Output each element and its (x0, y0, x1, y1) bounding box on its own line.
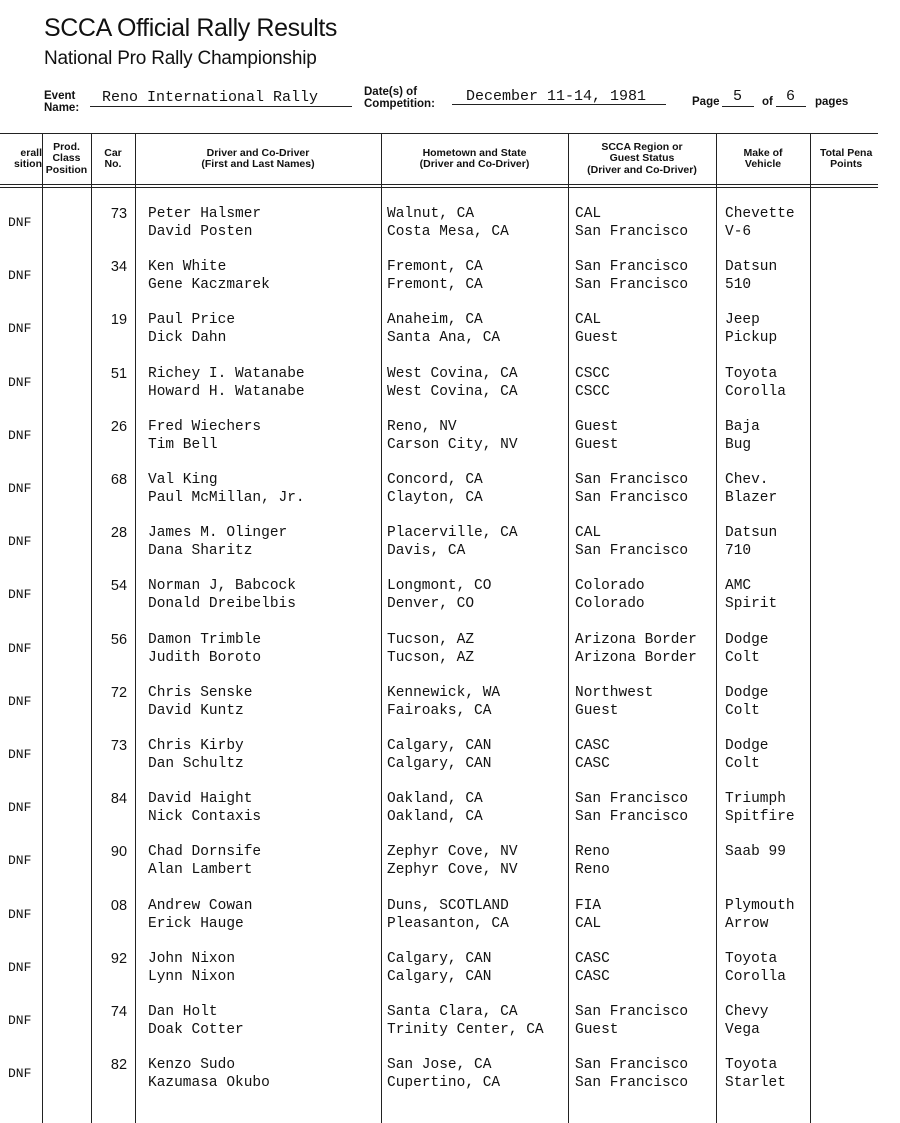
codriver-name: Donald Dreibelbis (148, 596, 296, 613)
table-header-border-double (0, 187, 878, 188)
table-header (0, 133, 900, 185)
col-header-region: SCCA Region or Guest Status (Driver and Co-Driver) (587, 140, 697, 176)
vehicle-make-line-2: 710 (725, 543, 752, 560)
overall-position: DNF (8, 481, 32, 496)
hometowns (387, 631, 474, 667)
regions (575, 471, 688, 507)
codriver-hometown: Clayton, CA (387, 490, 483, 506)
page-line (722, 106, 754, 107)
codriver-name: Erick Hauge (148, 915, 244, 932)
car-number: 84 (110, 791, 128, 808)
vehicle-make-line-2: Arrow (725, 915, 769, 932)
car-number: 72 (110, 684, 128, 701)
driver-name: Paul Price (148, 312, 236, 329)
document-title: SCCA Official Rally Results (44, 14, 337, 42)
driver-names (148, 524, 287, 560)
table-row (0, 365, 900, 418)
col-header-class: Prod. Class Position (45, 140, 88, 176)
vehicle-make (725, 790, 795, 826)
vehicle-make (725, 365, 786, 401)
driver-hometown: Zephyr Cove, NV (387, 844, 518, 861)
car-number: 56 (110, 631, 128, 648)
vehicle-make (725, 631, 769, 667)
vehicle-make-line-2 (725, 861, 786, 879)
driver-names (148, 631, 261, 667)
table-row (0, 418, 900, 471)
codriver-name: Doak Cotter (148, 1022, 244, 1038)
vehicle-make (725, 258, 777, 294)
hometowns (387, 205, 509, 241)
date-label: Date(s) of Competition: (364, 86, 435, 110)
driver-hometown: Calgary, CAN (387, 738, 492, 754)
vehicle-make-line-2: Colt (725, 756, 760, 772)
driver-name: Chris Kirby (148, 738, 244, 754)
overall-position: DNF (8, 427, 32, 443)
codriver-region: Reno (575, 862, 610, 879)
codriver-name: Dick Dahn (148, 330, 227, 347)
codriver-name: Judith Boroto (148, 649, 262, 666)
codriver-region: Guest (575, 330, 619, 347)
hometowns (387, 418, 518, 454)
total-pages: 6 (786, 88, 796, 105)
codriver-region: Guest (575, 436, 619, 453)
vehicle-make-line-2: Bug (725, 436, 752, 453)
codriver-region: Arizona Border (575, 649, 697, 666)
driver-region: San Francisco (575, 259, 689, 276)
vehicle-make (725, 684, 769, 720)
driver-names (148, 1056, 270, 1092)
col-header-car: Car No. (104, 146, 122, 170)
vehicle-make-line-2: Pickup (725, 330, 778, 347)
driver-name: Ken White (148, 259, 227, 276)
vehicle-make-line-1: Toyota (725, 950, 778, 967)
driver-names (148, 418, 261, 454)
table-row (0, 737, 900, 790)
driver-region: Guest (575, 418, 619, 435)
driver-region: CAL (575, 312, 602, 329)
vehicle-make-line-1: Chevy (725, 1004, 769, 1020)
codriver-hometown: Tucson, AZ (387, 649, 475, 666)
car-number: 90 (110, 844, 128, 861)
codriver-region: San Francisco (575, 809, 689, 826)
overall-position: DNF (8, 1013, 32, 1028)
driver-names (148, 897, 252, 933)
codriver-region: San Francisco (575, 490, 689, 506)
vehicle-make-line-2: Vega (725, 1022, 760, 1038)
vehicle-make (725, 1056, 786, 1092)
driver-names (148, 790, 261, 826)
car-number: 34 (110, 259, 128, 276)
driver-name: David Haight (148, 791, 253, 808)
table-row (0, 258, 900, 311)
regions (575, 577, 645, 613)
driver-name: James M. Olinger (148, 525, 288, 542)
driver-names (148, 311, 235, 347)
codriver-hometown: Oakland, CA (387, 809, 483, 826)
car-number: 73 (110, 738, 128, 754)
vehicle-make-line-1: Triumph (725, 791, 786, 808)
driver-region: FIA (575, 897, 602, 914)
driver-name: Damon Trimble (148, 631, 262, 648)
vehicle-make (725, 843, 786, 879)
codriver-region: San Francisco (575, 1075, 689, 1092)
driver-name: Fred Wiechers (148, 418, 262, 435)
regions (575, 1003, 688, 1039)
vehicle-make (725, 577, 777, 613)
overall-position: DNF (8, 853, 32, 869)
codriver-hometown: Denver, CO (387, 596, 475, 613)
driver-region: CASC (575, 738, 610, 754)
driver-names (148, 843, 261, 879)
page-number: 5 (733, 88, 743, 105)
hometowns (387, 950, 491, 986)
hometowns (387, 471, 483, 507)
car-number: 26 (110, 418, 128, 435)
vehicle-make-line-1: Jeep (725, 312, 760, 329)
codriver-hometown: Trinity Center, CA (387, 1022, 544, 1038)
codriver-name: Lynn Nixon (148, 968, 236, 985)
vehicle-make-line-2: 510 (725, 277, 752, 294)
table-row (0, 950, 900, 1003)
codriver-hometown: Fremont, CA (387, 277, 483, 294)
col-header-overall: erall sition (14, 146, 42, 170)
overall-position: DNF (8, 1066, 32, 1082)
table-row (0, 1003, 900, 1056)
codriver-name: Dana Sharitz (148, 543, 253, 560)
car-number: 68 (110, 472, 128, 488)
driver-region: Arizona Border (575, 631, 697, 648)
event-label: Event Name: (44, 90, 80, 114)
codriver-region: CASC (575, 968, 610, 985)
vehicle-make-line-1: Saab 99 (725, 844, 786, 861)
codriver-name: Kazumasa Okubo (148, 1075, 270, 1092)
table-row (0, 684, 900, 737)
driver-region: CAL (575, 525, 602, 542)
vehicle-make-line-2: V-6 (725, 224, 752, 240)
car-number: 08 (110, 897, 128, 914)
driver-hometown: Calgary, CAN (387, 950, 492, 967)
codriver-hometown: West Covina, CA (387, 383, 518, 400)
vehicle-make-line-1: AMC (725, 578, 752, 595)
vehicle-make (725, 897, 795, 933)
driver-names (148, 577, 296, 613)
codriver-region: San Francisco (575, 224, 689, 240)
vehicle-make-line-1: Toyota (725, 365, 778, 382)
overall-position: DNF (8, 800, 32, 816)
driver-region: San Francisco (575, 1057, 689, 1074)
driver-hometown: Santa Clara, CA (387, 1004, 518, 1020)
vehicle-make-line-2: Colt (725, 649, 760, 666)
table-row (0, 1056, 900, 1109)
vehicle-make-line-1: Chev. (725, 472, 769, 488)
vehicle-make-line-1: Dodge (725, 684, 769, 701)
codriver-name: Gene Kaczmarek (148, 277, 270, 294)
table-row (0, 897, 900, 950)
competition-date: December 11-14, 1981 (466, 88, 647, 105)
overall-position: DNF (8, 268, 32, 284)
driver-hometown: Kennewick, WA (387, 684, 501, 701)
vehicle-make (725, 311, 777, 347)
hometowns (387, 684, 500, 720)
driver-name: Chris Senske (148, 684, 253, 701)
driver-name: John Nixon (148, 950, 236, 967)
car-number: 73 (110, 206, 128, 222)
car-number: 74 (110, 1004, 128, 1020)
driver-region: Reno (575, 844, 610, 861)
vehicle-make-line-2: Colt (725, 702, 760, 719)
driver-names (148, 684, 252, 720)
table-row (0, 631, 900, 684)
codriver-name: Nick Contaxis (148, 809, 262, 826)
driver-name: Kenzo Sudo (148, 1057, 236, 1074)
car-number: 54 (110, 578, 128, 595)
regions (575, 258, 688, 294)
vehicle-make-line-2: Starlet (725, 1075, 786, 1092)
vehicle-make-line-2: Spitfire (725, 809, 795, 826)
driver-region: CAL (575, 206, 602, 222)
codriver-hometown: Costa Mesa, CA (387, 224, 509, 240)
overall-position: DNF (8, 587, 32, 603)
vehicle-make (725, 205, 795, 241)
driver-hometown: Longmont, CO (387, 578, 492, 595)
overall-position: DNF (8, 534, 32, 550)
hometowns (387, 897, 509, 933)
vehicle-make-line-1: Chevette (725, 206, 795, 222)
driver-region: San Francisco (575, 1004, 689, 1020)
codriver-hometown: Calgary, CAN (387, 756, 492, 772)
codriver-hometown: Fairoaks, CA (387, 702, 492, 719)
overall-position: DNF (8, 215, 32, 230)
vehicle-make (725, 950, 786, 986)
col-header-driver: Driver and Co-Driver (First and Last Names) (201, 146, 315, 170)
codriver-region: CAL (575, 915, 602, 932)
driver-hometown: Fremont, CA (387, 259, 483, 276)
vehicle-make (725, 737, 769, 773)
codriver-region: CASC (575, 756, 610, 772)
table-row (0, 471, 900, 524)
codriver-hometown: Davis, CA (387, 543, 466, 560)
codriver-name: Paul McMillan, Jr. (148, 490, 305, 506)
hometowns (387, 258, 483, 294)
document-subtitle: National Pro Rally Championship (44, 48, 317, 69)
vehicle-make (725, 524, 777, 560)
driver-name: Andrew Cowan (148, 897, 253, 914)
driver-region: Northwest (575, 684, 654, 701)
driver-region: San Francisco (575, 791, 689, 808)
driver-name: Norman J, Babcock (148, 578, 296, 595)
driver-hometown: Tucson, AZ (387, 631, 475, 648)
codriver-region: San Francisco (575, 277, 689, 294)
driver-name: Dan Holt (148, 1004, 218, 1020)
regions (575, 311, 619, 347)
driver-names (148, 471, 305, 507)
vehicle-make-line-1: Baja (725, 418, 760, 435)
page-label: Page (692, 96, 720, 108)
driver-hometown: Duns, SCOTLAND (387, 897, 509, 914)
hometowns (387, 1003, 544, 1039)
codriver-hometown: Cupertino, CA (387, 1075, 501, 1092)
driver-names (148, 258, 270, 294)
codriver-hometown: Pleasanton, CA (387, 915, 509, 932)
col-header-hometown: Hometown and State (Driver and Co-Driver) (419, 146, 530, 170)
regions (575, 418, 619, 454)
driver-region: Colorado (575, 578, 645, 595)
codriver-name: Alan Lambert (148, 862, 253, 879)
codriver-region: San Francisco (575, 543, 689, 560)
driver-name: Val King (148, 472, 218, 488)
table-row (0, 843, 900, 896)
table-row (0, 577, 900, 630)
col-header-points: Total Pena Points (820, 146, 873, 170)
vehicle-make-line-1: Plymouth (725, 897, 795, 914)
regions (575, 897, 601, 933)
hometowns (387, 524, 518, 560)
overall-position: DNF (8, 321, 32, 337)
codriver-region: CSCC (575, 383, 610, 400)
driver-hometown: Oakland, CA (387, 791, 483, 808)
vehicle-make-line-1: Toyota (725, 1057, 778, 1074)
vehicle-make-line-2: Spirit (725, 596, 778, 613)
driver-region: San Francisco (575, 472, 689, 488)
regions (575, 524, 688, 560)
driver-hometown: Reno, NV (387, 418, 457, 435)
codriver-region: Guest (575, 702, 619, 719)
hometowns (387, 790, 483, 826)
driver-names (148, 1003, 244, 1039)
driver-name: Chad Dornsife (148, 844, 262, 861)
driver-names (148, 950, 235, 986)
codriver-name: David Posten (148, 224, 253, 240)
driver-names (148, 365, 305, 401)
driver-names (148, 737, 244, 773)
event-name: Reno International Rally (102, 89, 319, 106)
driver-hometown: Walnut, CA (387, 206, 475, 222)
driver-region: CASC (575, 950, 610, 967)
hometowns (387, 1056, 500, 1092)
overall-position: DNF (8, 374, 32, 390)
regions (575, 737, 610, 773)
vehicle-make-line-2: Corolla (725, 383, 786, 400)
driver-hometown: San Jose, CA (387, 1057, 492, 1074)
total-pages-line (776, 106, 806, 107)
codriver-hometown: Carson City, NV (387, 436, 518, 453)
codriver-name: Dan Schultz (148, 756, 244, 772)
vehicle-make-line-1: Datsun (725, 525, 778, 542)
driver-hometown: Anaheim, CA (387, 312, 483, 329)
codriver-name: David Kuntz (148, 702, 244, 719)
regions (575, 205, 688, 241)
overall-position: DNF (8, 693, 32, 709)
vehicle-make-line-1: Dodge (725, 738, 769, 754)
regions (575, 631, 697, 667)
table-row (0, 790, 900, 843)
codriver-hometown: Zephyr Cove, NV (387, 862, 518, 879)
codriver-region: Colorado (575, 596, 645, 613)
driver-name: Peter Halsmer (148, 206, 262, 222)
codriver-name: Tim Bell (148, 436, 218, 453)
overall-position: DNF (8, 747, 32, 762)
vehicle-make (725, 471, 777, 507)
hometowns (387, 577, 491, 613)
table-row (0, 311, 900, 364)
vehicle-make (725, 1003, 769, 1039)
event-name-line (90, 106, 352, 107)
regions (575, 684, 653, 720)
pages-label: pages (815, 96, 849, 108)
regions (575, 790, 688, 826)
car-number: 82 (110, 1057, 128, 1074)
overall-position: DNF (8, 640, 32, 656)
overall-position: DNF (8, 959, 32, 975)
driver-hometown: Placerville, CA (387, 525, 518, 542)
col-header-make: Make of Vehicle (743, 146, 783, 170)
codriver-hometown: Santa Ana, CA (387, 330, 501, 347)
table-row (0, 205, 900, 258)
driver-region: CSCC (575, 365, 610, 382)
vehicle-make-line-2: Blazer (725, 490, 778, 506)
overall-position: DNF (8, 906, 32, 922)
driver-name: Richey I. Watanabe (148, 365, 305, 382)
hometowns (387, 311, 500, 347)
hometowns (387, 365, 518, 401)
codriver-hometown: Calgary, CAN (387, 968, 492, 985)
car-number: 28 (110, 525, 128, 542)
car-number: 92 (110, 950, 128, 967)
regions (575, 1056, 688, 1092)
vehicle-make-line-1: Dodge (725, 631, 769, 648)
vehicle-make-line-2: Corolla (725, 968, 786, 985)
regions (575, 365, 610, 401)
car-number: 51 (110, 365, 128, 382)
hometowns (387, 737, 491, 773)
regions (575, 950, 610, 986)
driver-hometown: West Covina, CA (387, 365, 518, 382)
vehicle-make (725, 418, 760, 454)
hometowns (387, 843, 518, 879)
of-label: of (762, 96, 773, 108)
table-row (0, 524, 900, 577)
regions (575, 843, 610, 879)
car-number: 19 (110, 312, 128, 329)
driver-names (148, 205, 261, 241)
vehicle-make-line-1: Datsun (725, 259, 778, 276)
codriver-name: Howard H. Watanabe (148, 383, 305, 400)
codriver-region: Guest (575, 1022, 619, 1038)
driver-hometown: Concord, CA (387, 472, 483, 488)
